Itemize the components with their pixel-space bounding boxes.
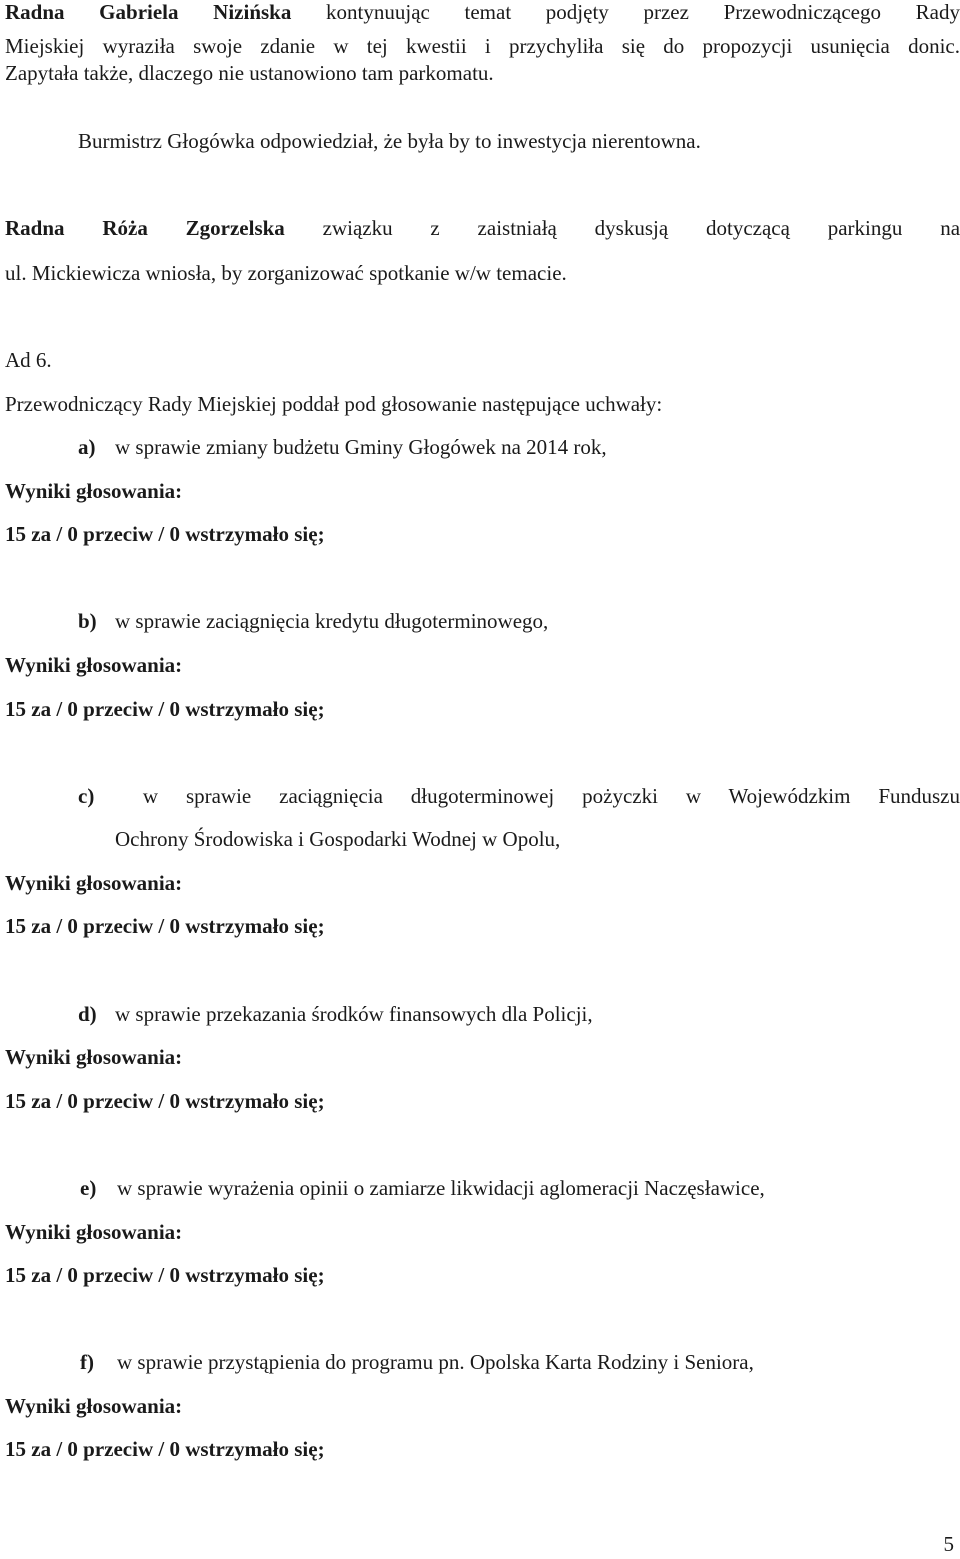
councillor-name: Radna Róża Zgorzelska [5, 216, 285, 240]
para1-line1 [5, 0, 960, 24]
vote-results-label: Wyniki głosowania: [5, 479, 183, 503]
item-text: w sprawie przystąpienia do programu pn. Opolska Karta Rodziny i Seniora, [117, 1350, 754, 1374]
page-number: 5 [943, 1532, 954, 1556]
resolution-item-d [78, 1002, 593, 1026]
para3-line1 [5, 216, 960, 240]
para3-line2: ul. Mickiewicza wniosła, by zorganizować spotkanie w/w temacie. [5, 261, 567, 285]
item-letter: e) [80, 1176, 97, 1200]
item-text-continued: Ochrony Środowiska i Gospodarki Wodnej w Opolu, [115, 827, 561, 851]
item-letter: f) [80, 1350, 94, 1374]
vote-results: 15 za / 0 przeciw / 0 wstrzymało się; [5, 522, 325, 546]
para1-line2: Miejskiej wyraziła swoje zdanie w tej kwestii i przychyliła się do propozycji usunięcia donic. [5, 34, 960, 58]
para3-line1-text: związku z zaistniałą dyskusją dotyczącą parkingu na [322, 216, 960, 240]
councillor-name: Radna Gabriela Nizińska [5, 0, 292, 24]
vote-results: 15 za / 0 przeciw / 0 wstrzymało się; [5, 1089, 325, 1113]
item-text: w sprawie zaciągnięcia kredytu długoterminowego, [115, 609, 549, 633]
resolution-item-f [80, 1350, 754, 1374]
item-text: w sprawie przekazania środków finansowych dla Policji, [115, 1002, 593, 1026]
resolution-item-b [78, 609, 548, 633]
item-letter: b) [78, 609, 97, 633]
item-letter: d) [78, 1002, 97, 1026]
section-intro: Przewodniczący Rady Miejskiej poddał pod głosowanie następujące uchwały: [5, 392, 663, 416]
vote-results: 15 za / 0 przeciw / 0 wstrzymało się; [5, 697, 325, 721]
vote-results: 15 za / 0 przeciw / 0 wstrzymało się; [5, 914, 325, 938]
item-letter: a) [78, 435, 96, 459]
item-text: w sprawie zmiany budżetu Gminy Głogówek na 2014 rok, [115, 435, 607, 459]
para1-line1-text: kontynuując temat podjęty przez Przewodniczącego Rady [326, 0, 960, 24]
vote-results: 15 za / 0 przeciw / 0 wstrzymało się; [5, 1263, 325, 1287]
item-letter: c) [78, 784, 95, 808]
resolution-item-c [78, 784, 960, 808]
para1-line3: Zapytała także, dlaczego nie ustanowiono tam parkomatu. [5, 61, 494, 85]
resolution-item-e [80, 1176, 765, 1200]
vote-results-label: Wyniki głosowania: [5, 653, 183, 677]
vote-results-label: Wyniki głosowania: [5, 1045, 183, 1069]
item-text: w sprawie wyrażenia opinii o zamiarze likwidacji aglomeracji Naczęsławice, [117, 1176, 765, 1200]
resolution-item-a [78, 435, 607, 459]
vote-results-label: Wyniki głosowania: [5, 1394, 183, 1418]
section-heading: Ad 6. [5, 348, 52, 372]
vote-results-label: Wyniki głosowania: [5, 1220, 183, 1244]
item-text: w sprawie zaciągnięcia długoterminowej pożyczki w Wojewódzkim Funduszu [142, 784, 960, 808]
vote-results-label: Wyniki głosowania: [5, 871, 183, 895]
vote-results: 15 za / 0 przeciw / 0 wstrzymało się; [5, 1437, 325, 1461]
para2-line1: Burmistrz Głogówka odpowiedział, że była by to inwestycja nierentowna. [78, 129, 701, 153]
